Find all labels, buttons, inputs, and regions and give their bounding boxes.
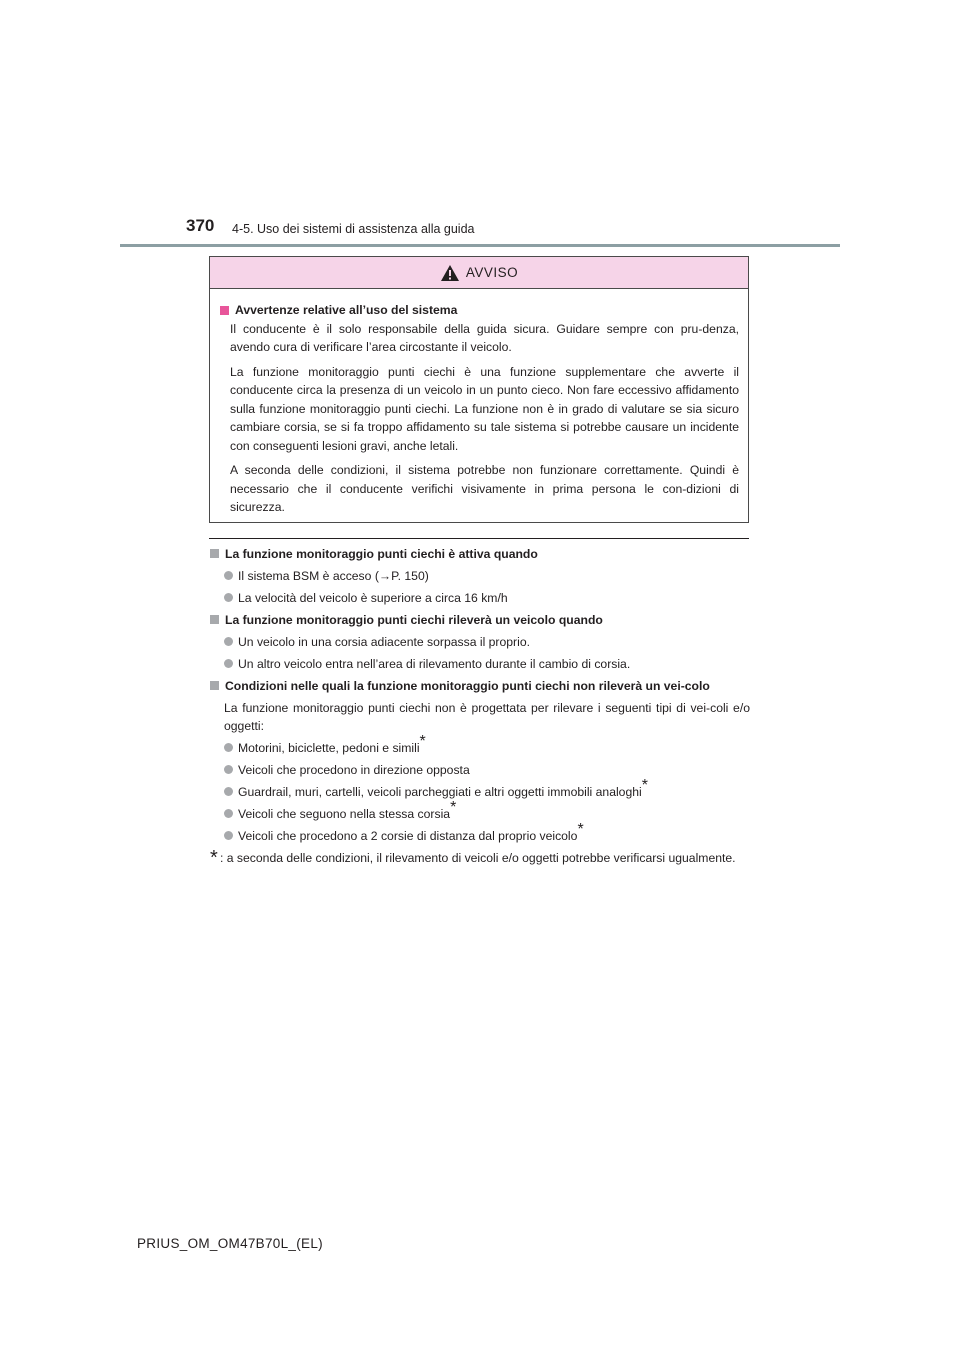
main-content — [210, 545, 750, 867]
list-item: Un altro veicolo entra nell’area di rilevamento durante il cambio di corsia. — [224, 655, 750, 673]
pink-square-icon — [220, 306, 229, 315]
bullet-dot-icon — [224, 743, 233, 752]
warning-triangle-icon — [440, 264, 460, 282]
footnote-star: * — [641, 777, 648, 794]
bullet-dot-icon — [224, 809, 233, 818]
warning-paragraph: La funzione monitoraggio punti ciechi è una funzione supplementare che avverte il conducente circa la presenza di un veicolo in un punto cieco. Non fare eccessivo affidamento sulla funzione monitoraggio punti ciechi. La funzione non è in grado di valutare se sia sicuro cambiare corsia, se si fa troppo affidamento su tale sistema si potrebbe causare un incidente con conseguenti lesioni gravi, anche letali. — [230, 364, 739, 453]
grey-square-icon — [210, 681, 219, 690]
list-item: Un veicolo in una corsia adiacente sorpassa il proprio. — [224, 633, 750, 651]
grey-square-icon — [210, 615, 219, 624]
list-item: Veicoli che seguono nella stessa corsia* — [224, 805, 750, 823]
footnote-star: * — [419, 733, 426, 750]
section-heading: La funzione monitoraggio punti ciechi è attiva quando — [210, 545, 750, 563]
bullet-dot-icon — [224, 787, 233, 796]
bullet-dot-icon — [224, 637, 233, 646]
warning-heading-text: Avvertenze relative all’uso del sistema — [235, 303, 458, 317]
section-heading: Condizioni nelle quali la funzione monitoraggio punti ciechi non rileverà un vei-colo — [210, 677, 750, 695]
footnote-star: * — [210, 847, 218, 869]
bullet-dot-icon — [224, 765, 233, 774]
warning-label: AVVISO — [465, 265, 519, 280]
list-item: Veicoli che procedono in direzione opposta — [224, 761, 750, 779]
page-number: 370 — [186, 216, 215, 235]
warning-header — [210, 257, 748, 289]
section-heading: La funzione monitoraggio punti ciechi rileverà un veicolo quando — [210, 611, 750, 629]
footnote-star: * — [450, 799, 457, 816]
bullet-dot-icon — [224, 659, 233, 668]
grey-square-icon — [210, 549, 219, 558]
list-item: Il sistema BSM è acceso (→P. 150) — [224, 567, 750, 585]
list-item: Veicoli che procedono a 2 corsie di distanza dal proprio veicolo* — [224, 827, 750, 845]
bullet-dot-icon — [224, 593, 233, 602]
footnote — [210, 849, 750, 867]
list-item: Guardrail, muri, cartelli, veicoli parcheggiati e altri oggetti immobili analoghi* — [224, 783, 750, 801]
warning-box — [209, 256, 749, 523]
warning-body — [210, 289, 748, 517]
list-item: La velocità del veicolo è superiore a circa 16 km/h — [224, 589, 750, 607]
section-separator — [209, 538, 749, 539]
warning-heading — [220, 301, 739, 320]
header-rule — [120, 244, 840, 247]
footnote-star: * — [577, 821, 584, 838]
bullet-dot-icon — [224, 571, 233, 580]
warning-paragraph: Il conducente è il solo responsabile della guida sicura. Guidare sempre con pru-denza, avendo cura di verificare l’area circostante il veicolo. — [230, 321, 739, 354]
footnote-text: : a seconda delle condizioni, il rilevamento di veicoli e/o oggetti potrebbe verificarsi ugualmente. — [220, 851, 736, 865]
warning-paragraph: A seconda delle condizioni, il sistema potrebbe non funzionare correttamente. Quindi è necessario che il conducente verifichi visivamente in prima persona le con-dizioni di sicurezza. — [230, 463, 739, 514]
section-intro: La funzione monitoraggio punti ciechi non è progettata per rilevare i seguenti tipi di vei-coli e/o oggetti: — [224, 701, 750, 733]
bullet-dot-icon — [224, 831, 233, 840]
document-code: PRIUS_OM_OM47B70L_(EL) — [137, 1236, 323, 1251]
list-item: Motorini, biciclette, pedoni e simili* — [224, 739, 750, 757]
section-title: 4-5. Uso dei sistemi di assistenza alla guida — [232, 222, 475, 236]
